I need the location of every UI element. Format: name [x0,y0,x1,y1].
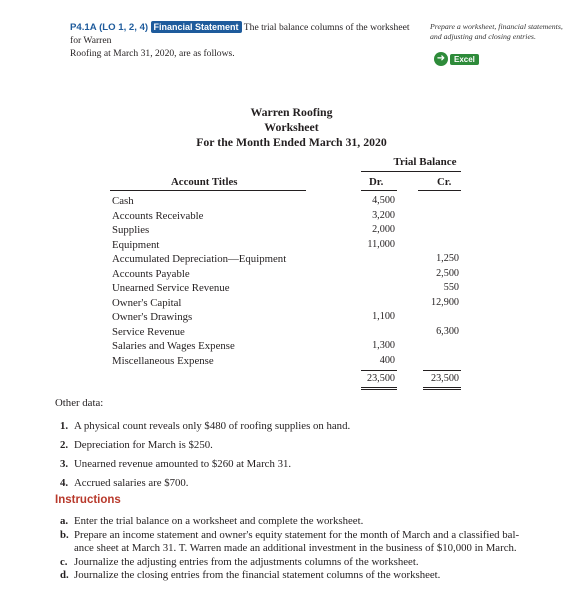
item-text: A physical count reveals only $480 of roofing supplies on hand. [74,420,351,432]
problem-text-line2: Roofing at March 31, 2020, are as follows. [70,48,235,59]
account-title: Accounts Payable [112,267,190,280]
account-title: Service Revenue [112,325,185,338]
account-list [112,194,286,368]
debit-amount: 400 [379,354,395,366]
learning-objectives: (LO 1, 2, 4) [99,22,149,33]
total-debit: 23,500 [366,373,395,384]
dr-header-rule [361,190,397,191]
excel-link[interactable] [434,52,479,66]
account-title: Salaries and Wages Expense [112,340,235,352]
debit-amount: 3,200 [372,209,395,221]
list-item [60,474,350,493]
debit-amount: 1,100 [372,311,395,322]
credit-amount: 6,300 [436,325,459,337]
credit-amount [411,194,459,209]
account-title: Miscellaneous Expense [112,354,214,367]
account-title: Accumulated Depreciation—Equipment [112,253,287,265]
cr-header-rule [418,190,461,191]
trial-balance-rule [361,171,461,172]
col-account-titles: Account Titles [171,176,238,188]
credit-column [411,194,459,368]
credit-amount: 2,500 [436,267,459,279]
col-credit: Cr. [437,176,452,188]
cr-double-rule [423,387,461,390]
instruction-d: d. Journalize the closing entries from the financial statement columns of the worksheet. [60,569,441,581]
side-note: Prepare a worksheet, financial statements, and adjusting and closing entries. [430,22,563,41]
cr-total-rule [423,370,461,371]
debit-amount: 4,500 [372,195,395,206]
instruction-b: b. Prepare an income statement and owner's equity statement for the month of March and a classified bal- [60,528,520,541]
list-item [60,436,350,455]
dr-double-rule [361,387,397,390]
debit-amount [347,252,395,267]
company-name: Warren Roofing [250,105,333,119]
debit-amount [347,267,395,282]
debit-column [347,194,395,368]
credit-amount [411,354,459,369]
worksheet-period: For the Month Ended March 31, 2020 [196,135,387,149]
item-number: 1. [60,420,69,432]
credit-amount [411,209,459,224]
debit-amount [347,296,395,311]
debit-amount: 2,000 [372,224,395,235]
financial-statement-badge: Financial Statement [151,21,242,33]
account-title: Accounts Receivable [112,209,204,222]
list-item [60,417,350,436]
item-number: 4. [60,477,69,489]
instructions-list [60,515,560,583]
excel-label: Excel [450,54,479,65]
problem-header [70,21,422,60]
item-number: 2. [60,439,69,451]
debit-amount: 1,300 [372,340,395,351]
instruction-b-cont: ance sheet at March 31. T. Warren made an additional investment in the business of $10,000 in March. [74,542,517,554]
credit-amount: 1,250 [436,253,459,264]
account-title: Cash [112,195,134,207]
item-number: 3. [60,458,69,470]
debit-amount [347,325,395,340]
debit-amount [347,281,395,296]
trial-balance-header: Trial Balance [393,156,457,168]
list-item [60,455,350,474]
other-data-list [60,417,350,493]
problem-text-line1: The trial balance columns of the worksheet for Warren [70,22,410,46]
account-title: Supplies [112,224,150,236]
credit-amount: 12,900 [430,296,459,308]
credit-amount [411,238,459,253]
instructions-heading: Instructions [55,494,121,506]
account-title: Unearned Service Revenue [112,282,230,294]
total-credit: 23,500 [430,373,459,384]
credit-amount: 550 [443,282,459,293]
credit-amount [411,310,459,325]
problem-code: P4.1A [70,22,97,33]
account-title: Owner's Capital [112,296,182,309]
account-header-rule [110,190,306,191]
dr-total-rule [361,370,397,371]
item-text: Depreciation for March is $250. [74,439,213,451]
item-text: Accrued salaries are $700. [74,477,189,489]
arrow-right-circle-icon: ➜ [434,52,448,66]
instruction-c: c. Journalize the adjusting entries from the adjustments columns of the worksheet. [60,555,419,568]
other-data-heading: Other data: [55,397,104,409]
debit-amount: 11,000 [367,238,395,250]
worksheet-title: Worksheet [264,120,319,134]
item-text: Unearned revenue amounted to $260 at March 31. [74,458,292,470]
col-debit: Dr. [369,176,384,188]
instruction-a: a. Enter the trial balance on a worksheet and complete the worksheet. [60,515,364,527]
credit-amount [411,339,459,354]
account-title: Equipment [112,238,160,251]
account-title: Owner's Drawings [112,311,193,323]
credit-amount [411,223,459,238]
